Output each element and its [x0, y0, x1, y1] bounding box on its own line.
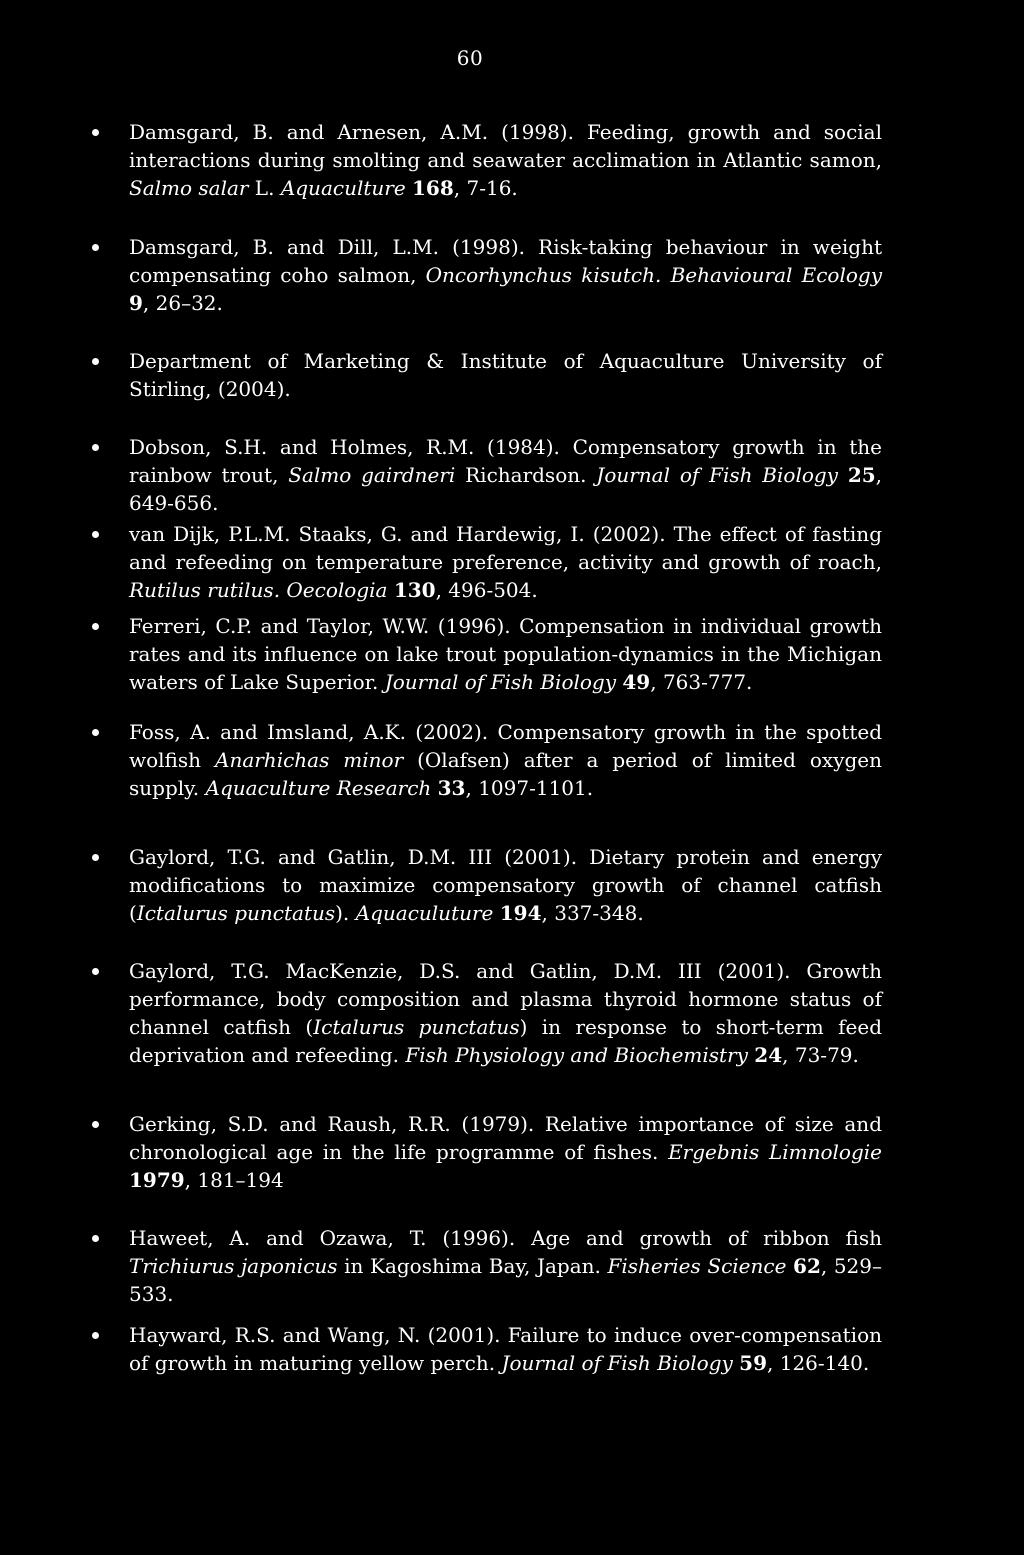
reference-text: ).	[335, 901, 356, 925]
reference-text: Fish Physiology and Biochemistry	[405, 1043, 748, 1067]
reference-text: Rutilus rutilus.	[129, 578, 281, 602]
bullet-icon	[92, 358, 99, 365]
reference-text: Dobson, S.H. and Holmes, R.M. (1984). Compensatory growth in the rainbow trout,	[129, 435, 882, 487]
reference-text: 9	[129, 291, 143, 315]
reference-text: 62	[793, 1254, 821, 1278]
reference-text: , 26–32.	[142, 291, 223, 315]
bullet-icon	[92, 1235, 99, 1242]
reference-text: Ergebnis Limnologie	[668, 1140, 882, 1164]
reference-item	[92, 233, 882, 317]
reference-text: Department of Marketing & Institute of Aquaculture University of Stirling, (2004).	[129, 349, 882, 401]
reference-text: L.	[248, 176, 281, 200]
reference-text: Aquaculture	[280, 176, 406, 200]
page-number: 60	[456, 46, 484, 70]
reference-list	[92, 118, 882, 1377]
reference-item	[92, 1110, 882, 1194]
bullet-icon	[92, 729, 99, 736]
reference-item	[92, 612, 882, 696]
reference-text: Aquaculture Research	[205, 776, 432, 800]
reference-text: , 649-656.	[129, 463, 883, 515]
reference-item	[92, 347, 882, 403]
reference-text: Ictalurus punctatus	[313, 1015, 520, 1039]
reference-text: Damsgard, B. and Dill, L.M. (1998). Risk-taking behaviour in weight compensating coho salmon,	[129, 235, 882, 287]
reference-text: Gaylord, T.G. and Gatlin, D.M. III (2001). Dietary protein and energy modifications to maximize compensatory growth of channel catfish (	[129, 845, 882, 925]
reference-text	[661, 263, 670, 287]
reference-text: Oecologia	[286, 578, 388, 602]
bullet-icon	[92, 1121, 99, 1128]
reference-item	[92, 118, 882, 202]
reference-text: 130	[393, 578, 436, 602]
reference-text: Journal of Fish Biology	[384, 670, 617, 694]
reference-item	[92, 843, 882, 927]
reference-text: , 763-777.	[650, 670, 753, 694]
reference-item	[92, 1224, 882, 1308]
bullet-icon	[92, 1332, 99, 1339]
reference-text: Damsgard, B. and Arnesen, A.M. (1998). Feeding, growth and social interactions during smolting and seawater acclimation in Atlantic samon,	[129, 120, 882, 172]
bullet-icon	[92, 968, 99, 975]
reference-item	[92, 718, 882, 802]
reference-text: Gerking, S.D. and Raush, R.R. (1979). Relative importance of size and chronological age in the life programme of fishes.	[129, 1112, 882, 1164]
bullet-icon	[92, 244, 99, 251]
reference-text: ) in response to short-term feed deprivation and refeeding.	[129, 1015, 882, 1067]
reference-text: 49	[622, 670, 651, 694]
reference-text: Oncorhynchus kisutch.	[425, 263, 662, 287]
reference-text: Anarhichas minor	[215, 748, 404, 772]
reference-text: Trichiurus japonicus	[129, 1254, 338, 1278]
reference-text: Ferreri, C.P. and Taylor, W.W. (1996). Compensation in individual growth rates and its influence on lake trout population-dynamics in the Michigan waters of Lake Superior.	[129, 614, 882, 694]
reference-text: , 73-79.	[782, 1043, 859, 1067]
reference-text: Behavioural Ecology	[670, 263, 882, 287]
reference-text: , 126-140.	[767, 1351, 870, 1375]
reference-text: 33	[437, 776, 466, 800]
reference-text: 168	[412, 176, 454, 200]
reference-item	[92, 433, 882, 517]
reference-text: van Dijk, P.L.M. Staaks, G. and Hardewig, I. (2002). The effect of fasting and refeeding on temperature preference, activity and growth of roach,	[129, 522, 882, 574]
reference-text: , 496-504.	[435, 578, 538, 602]
reference-text: Gaylord, T.G. MacKenzie, D.S. and Gatlin, D.M. III (2001). Growth performance, body composition and plasma thyroid hormone status of channel catfish (	[129, 959, 882, 1039]
reference-text: Salmo salar	[129, 176, 249, 200]
reference-text: Salmo gairdneri	[288, 463, 456, 487]
reference-item	[92, 520, 882, 604]
reference-text: Journal of Fish Biology	[501, 1351, 733, 1375]
bullet-icon	[92, 444, 99, 451]
reference-text: (Olafsen) after a period of limited oxygen supply.	[129, 748, 883, 800]
reference-text: , 181–194	[184, 1168, 284, 1192]
bullet-icon	[92, 623, 99, 630]
reference-text: , 529–533.	[129, 1254, 882, 1306]
reference-text: Journal of Fish Biology	[596, 463, 838, 487]
bullet-icon	[92, 854, 99, 861]
reference-text	[838, 463, 848, 487]
reference-text: , 7-16.	[453, 176, 518, 200]
reference-item	[92, 1321, 882, 1377]
bullet-icon	[92, 531, 99, 538]
reference-text: in Kagoshima Bay, Japan.	[337, 1254, 608, 1278]
reference-text: 25	[847, 463, 876, 487]
reference-text: Haweet, A. and Ozawa, T. (1996). Age and growth of ribbon fish	[129, 1226, 882, 1250]
reference-text: Foss, A. and Imsland, A.K. (2002). Compensatory growth in the spotted wolfish	[129, 720, 882, 772]
reference-text: 24	[754, 1043, 783, 1067]
reference-item	[92, 957, 882, 1069]
reference-text: , 337-348.	[541, 901, 644, 925]
bullet-icon	[92, 129, 99, 136]
reference-text: , 1097-1101.	[465, 776, 594, 800]
reference-text: Hayward, R.S. and Wang, N. (2001). Failure to induce over-compensation of growth in maturing yellow perch.	[129, 1323, 882, 1375]
reference-text: Aquaculuture	[355, 901, 494, 925]
reference-text: 194	[499, 901, 542, 925]
reference-text: Fisheries Science	[607, 1254, 787, 1278]
reference-text: 1979	[129, 1168, 185, 1192]
reference-text: 59	[739, 1351, 767, 1375]
reference-text: Richardson.	[455, 463, 597, 487]
reference-text: Ictalurus punctatus	[136, 901, 336, 925]
